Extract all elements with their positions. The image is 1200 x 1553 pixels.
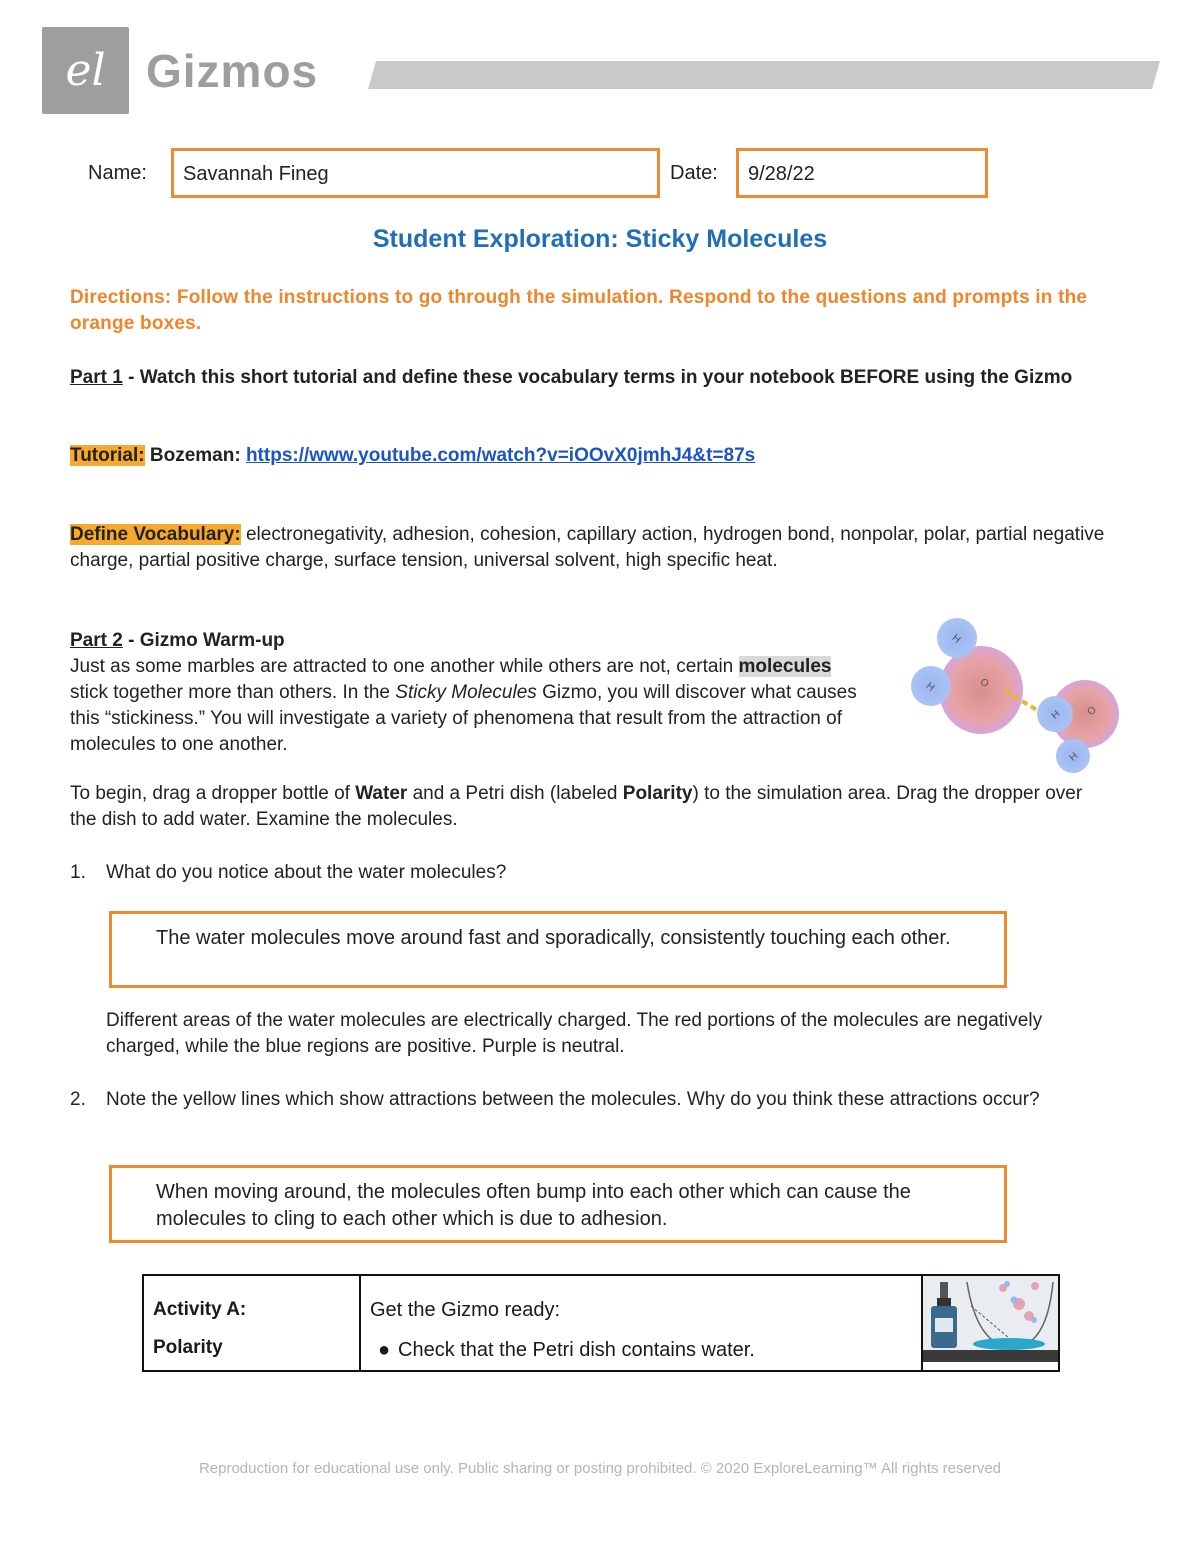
tutorial-source: Bozeman: [144, 445, 246, 466]
water-molecule-left [911, 618, 1023, 734]
gizmo-setup-image [923, 1276, 1058, 1362]
gizmo-name: Sticky Molecules [395, 682, 537, 703]
polarity-term: Polarity [622, 783, 693, 804]
name-label: Name: [88, 162, 147, 184]
atom-h-label: H [923, 680, 937, 694]
page-title: Student Exploration: Sticky Molecules [372, 225, 828, 253]
atom-o-label: O [977, 676, 991, 690]
water-molecules-illustration [905, 618, 1125, 778]
vocab-terms: electronegativity, adhesion, cohesion, capillary action, hydrogen bond, nonpolar, polar, partial negative charge, partial positive charge, surface tension, universal solvent, high specific heat. [70, 524, 1105, 571]
vocabulary [70, 522, 1110, 574]
begin-instructions [70, 781, 1110, 833]
water-term: Water [355, 783, 408, 804]
activity-instructions-cell [360, 1275, 922, 1371]
answer-box-1[interactable]: The water molecules move around fast and sporadically, consistently touching each other. [109, 911, 1007, 988]
part1-label: Part 1 [70, 367, 123, 388]
atom-h-label: H [1049, 708, 1063, 722]
activity-table [142, 1274, 1060, 1372]
part1-heading [70, 365, 1110, 391]
begin-text-b: and a Petri dish (labeled [407, 783, 623, 804]
molecules-term: molecules [738, 656, 832, 677]
atom-o-label: O [1085, 704, 1099, 718]
logo-mark: el [65, 45, 106, 96]
gizmo-ready-text: Get the Gizmo ready: [370, 1299, 561, 1321]
charge-note: Different areas of the water molecules are electrically charged. The red portions of the molecules are negatively charged, while the blue regions are positive. Purple is neutral. [106, 1010, 1043, 1057]
question-number: 2. [70, 1089, 86, 1110]
part1-text: - Watch this short tutorial and define these vocabulary terms in your notebook BEFORE using the Gizmo [122, 367, 1073, 388]
question-number: 1. [70, 862, 86, 883]
intro-text-b: stick together more than others. In the [70, 682, 396, 703]
date-label: Date: [670, 162, 718, 184]
answer-box-2[interactable]: When moving around, the molecules often bump into each other which can cause the molecules to cling to each other which is due to adhesion. [109, 1165, 1007, 1243]
brand-name: Gizmos [146, 45, 319, 97]
intro-text-c: Gizmo, you will discover what causes this “stickiness.” You will investigate a variety of phenomena that result from the attraction of molecules to one another. [70, 682, 857, 755]
activity-bullet [370, 1330, 921, 1370]
directions: Directions: Follow the instructions to go through the simulation. Respond to the questions and prompts in the orange boxes. [70, 287, 1088, 334]
part2-intro [70, 654, 870, 758]
atom-h-label: H [949, 632, 963, 646]
begin-text-a: To begin, drag a dropper bottle of [70, 783, 356, 804]
petri-dish-icon [973, 1338, 1045, 1350]
begin-text-c: ) to the simulation area. Drag the dropper over the dish to add water. Examine the molecules. [70, 783, 1083, 830]
activity-label-cell [143, 1275, 360, 1371]
bullet-dot: ● [378, 1339, 391, 1361]
name-field[interactable]: Savannah Fineg [171, 148, 660, 198]
question-text: Note the yellow lines which show attractions between the molecules. Why do you think these attractions occur? [106, 1089, 1040, 1110]
tutorial-line [70, 443, 1120, 469]
tutorial-label: Tutorial: [70, 445, 145, 466]
tutorial-link[interactable]: https://www.youtube.com/watch?v=iOOvX0jmhJ4&t=87s [245, 445, 756, 466]
activity-label: Activity A: [153, 1299, 247, 1320]
header-bar [368, 61, 1160, 89]
activity-topic: Polarity [153, 1337, 223, 1358]
part2-heading-rest: - Gizmo Warm-up [122, 630, 285, 651]
intro-text-a: Just as some marbles are attracted to one another while others are not, certain [70, 656, 739, 677]
footer-copyright: Reproduction for educational use only. Public sharing or posting prohibited. © 2020 ExploreLearning™ All rights reserved [198, 1460, 1002, 1477]
atom-h-label: H [1067, 750, 1081, 764]
question-1 [70, 860, 1120, 886]
part2-label: Part 2 [70, 630, 123, 651]
date-field[interactable]: 9/28/22 [736, 148, 988, 198]
question-text: What do you notice about the water molecules? [106, 862, 507, 883]
question-2 [70, 1087, 1120, 1113]
activity-image-cell [922, 1275, 1059, 1371]
bullet-text: Check that the Petri dish contains water. [398, 1339, 755, 1361]
logo [42, 27, 129, 114]
vocab-label: Define Vocabulary: [70, 524, 241, 545]
water-molecule-right [1037, 680, 1119, 773]
